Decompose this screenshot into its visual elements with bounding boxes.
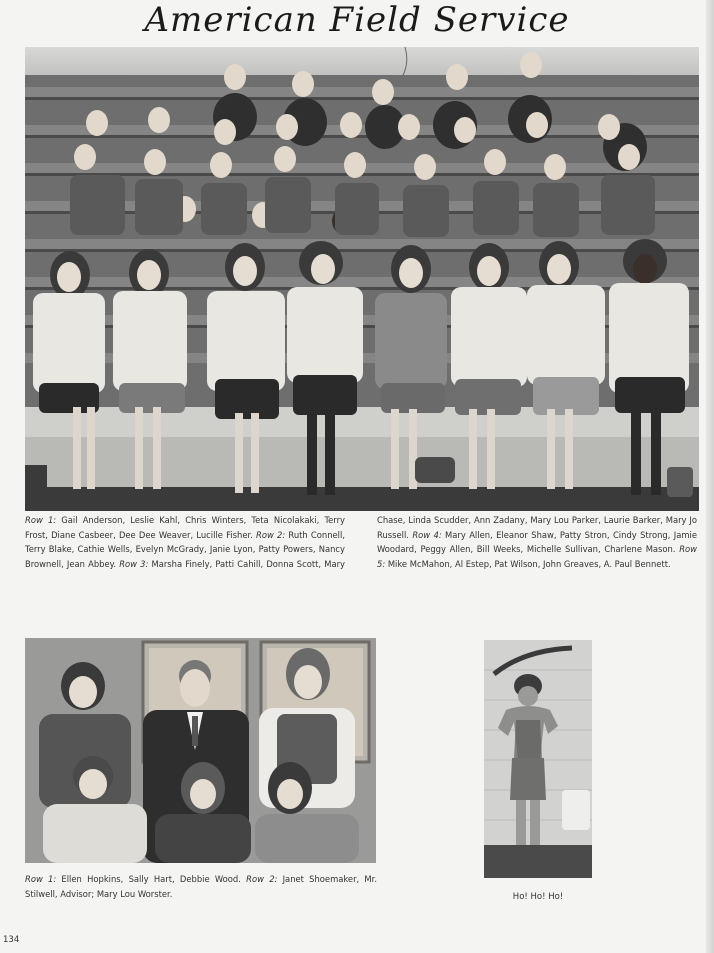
page-title: American Field Service: [144, 0, 570, 40]
caption-row-names: Janet Shoemaker, Mr. Stilwell, Advisor; Mary Lou Worster.: [25, 874, 377, 899]
officers-photo-caption: [25, 872, 377, 901]
caption-row-label: Row 1:: [25, 874, 57, 884]
officers-photo: [25, 638, 376, 863]
caption-row-label: Row 1:: [25, 515, 57, 525]
officers-photo-illustration: [25, 638, 376, 863]
group-photo-caption: [25, 513, 697, 588]
page-number: 134: [3, 935, 20, 945]
costume-photo-illustration: [484, 640, 592, 878]
costume-photo-caption: Ho! Ho! Ho!: [512, 892, 564, 902]
caption-row-names: Mary Allen, Eleanor Shaw, Patty Stron, Cindy Strong, Jamie Woodard, Peggy Allen, Bill Weeks, Michelle Sullivan, Charlene Mason.: [377, 529, 697, 555]
caption-row-label: Row 2:: [246, 874, 278, 884]
caption-row-label: Row 5:: [377, 544, 697, 569]
caption-row-label: Row 3:: [119, 558, 149, 569]
page-edge: [706, 0, 714, 953]
caption-row-names: Marsha Finely, Patti Cahill, Donna Scott, Mary Chase, Linda Scudder, Ann Zadany, Mary Lou Parker, Laurie Barker, Mary Jo Russell.: [148, 515, 697, 569]
caption-row-names: Gail Anderson, Leslie Kahl, Chris Winters, Teta Nicolakaki, Terry Frost, Diane Casbeer, Dee Dee Weaver, Lucille Fisher.: [25, 515, 345, 540]
group-photo: [25, 47, 699, 511]
caption-row-names: Mike McMahon, Al Estep, Pat Wilson, John Greaves, A. Paul Bennett.: [385, 558, 671, 569]
caption-row-label: Row 2:: [256, 529, 286, 540]
costume-photo: [484, 640, 592, 878]
caption-row-names: Ruth Connell, Terry Blake, Cathie Wells, Evelyn McGrady, Janie Lyon, Patty Powers, Nancy Brownell, Jean Abbey.: [25, 529, 345, 569]
caption-row-label: Row 4:: [412, 529, 442, 540]
group-photo-illustration: [25, 47, 699, 511]
officers-people: [39, 648, 359, 863]
caption-row-names: Ellen Hopkins, Sally Hart, Debbie Wood.: [56, 874, 247, 884]
